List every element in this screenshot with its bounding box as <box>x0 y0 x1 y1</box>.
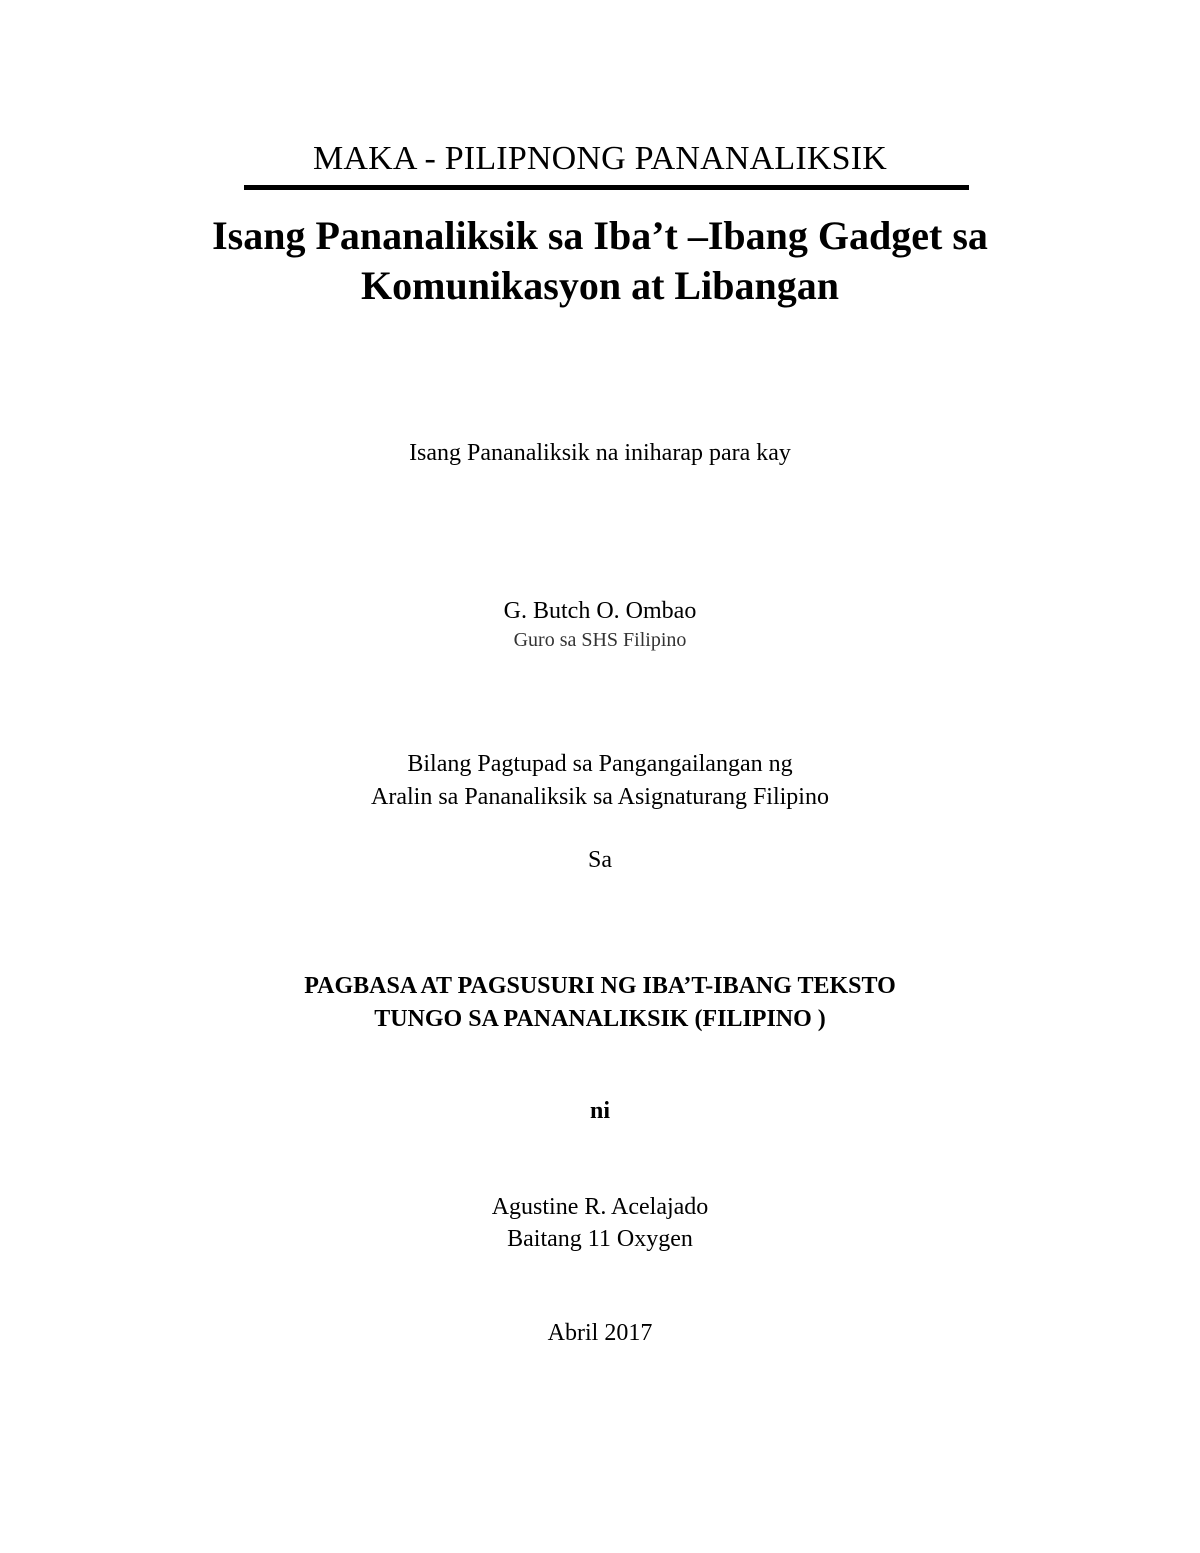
teacher-name: G. Butch O. Ombao <box>503 598 697 624</box>
sa-text: Sa <box>588 847 612 873</box>
student-grade: Baitang 11 Oxygen <box>507 1226 693 1252</box>
teacher-role: Guro sa SHS Filipino <box>513 629 687 651</box>
fulfillment-line-1: Bilang Pagtupad sa Pangangailangan ng <box>407 751 793 777</box>
course-line-2: TUNGO SA PANANALIKSIK (FILIPINO ) <box>374 1006 826 1032</box>
ni-text: ni <box>589 1098 610 1124</box>
course-line-1: PAGBASA AT PAGSUSURI NG IBA’T-IBANG TEKSTO <box>304 973 896 999</box>
title-line-2: Komunikasyon at Libangan <box>361 263 839 308</box>
fulfillment-line-2: Aralin sa Pananaliksik sa Asignaturang Filipino <box>371 784 829 810</box>
student-name: Agustine R. Acelajado <box>491 1194 709 1220</box>
header-label: MAKA - PILIPNONG PANANALIKSIK <box>312 140 888 177</box>
date-text: Abril 2017 <box>547 1320 653 1346</box>
title-line-1: Isang Pananaliksik sa Iba’t –Ibang Gadget sa <box>212 213 988 258</box>
header-rule <box>244 185 969 190</box>
presented-to-text: Isang Pananaliksik na iniharap para kay <box>409 440 791 466</box>
